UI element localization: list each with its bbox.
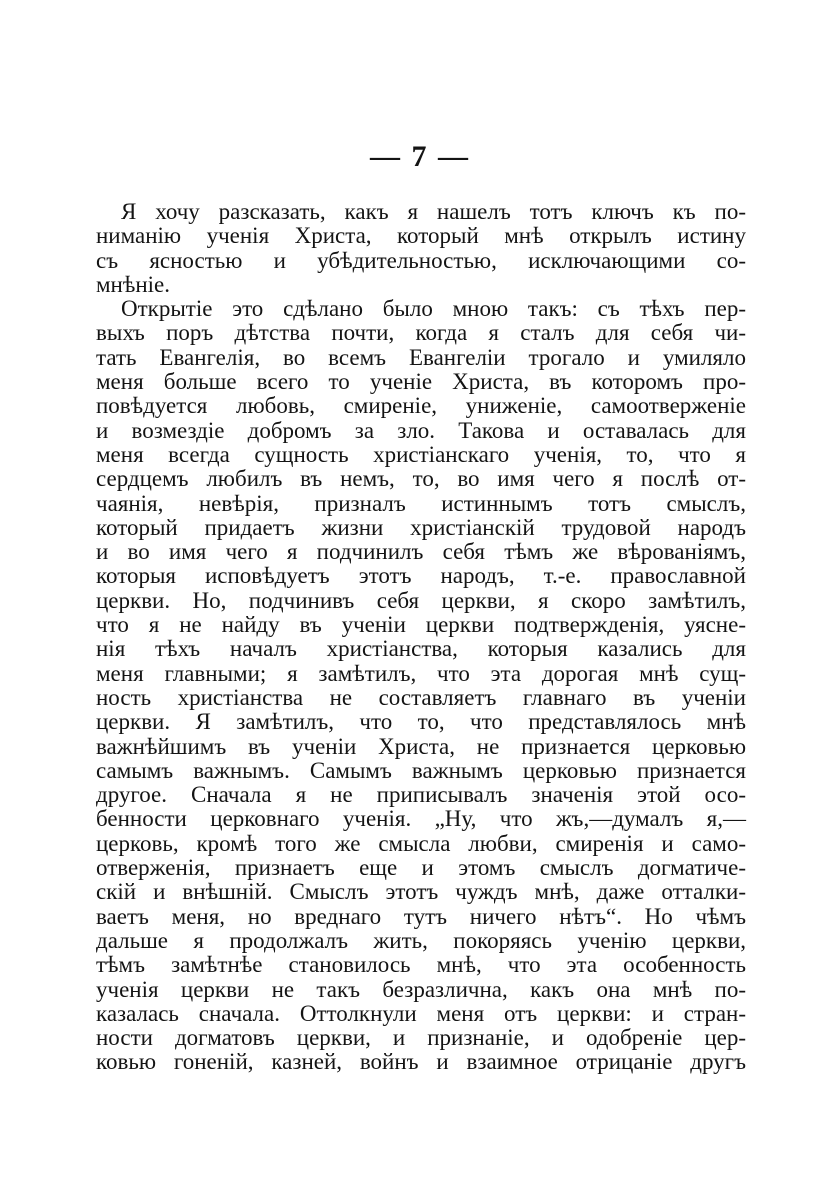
text-line: бенности церковнаго ученія. „Ну, что жъ,—думалъ я,—: [96, 806, 746, 832]
text-line: который придаетъ жизни христіанскій трудовой народъ: [96, 514, 746, 540]
text-line: Я хочу разсказать, какъ я нашелъ тотъ ключъ къ по-: [121, 199, 746, 224]
text-line: ковью гоненій, казней, войнъ и взаимное отрицаніе другъ: [96, 1049, 746, 1075]
text-line: скій и внѣшній. Смыслъ этотъ чуждъ мнѣ, даже отталки-: [96, 879, 746, 905]
text-line: церкви. Я замѣтилъ, что то, что представлялось мнѣ: [96, 709, 746, 735]
text-line: что я не найду въ ученіи церкви подтвержденія, уясне-: [96, 612, 746, 638]
text-line: дальше я продолжалъ жить, покоряясь ученію церкви,: [96, 927, 746, 953]
text-line: отверженія, признаетъ еще и этомъ смыслъ догматиче-: [96, 855, 746, 881]
text-line: самымъ важнымъ. Самымъ важнымъ церковью признается: [96, 757, 746, 783]
text-line: меня главными; я замѣтилъ, что эта дорогая мнѣ сущ-: [96, 660, 746, 686]
text-line: тать Евангелія, во всемъ Евангеліи трогало и умиляло: [96, 344, 746, 370]
text-line: меня всегда сущность христіанскаго ученія, то, что я: [96, 441, 746, 467]
text-line: повѣдуется любовь, смиреніе, униженіе, самоотверженіе: [96, 393, 746, 419]
text-line: выхъ поръ дѣтства почти, когда я сталъ для себя чи-: [96, 320, 746, 346]
text-line: нія тѣхъ началъ христіанства, которыя казались для: [96, 636, 746, 662]
text-line: ность христіанства не составляетъ главнаго въ ученіи: [96, 684, 746, 710]
text-line: и возмездіе добромъ за зло. Такова и оставалась для: [96, 417, 746, 443]
text-line: чаянія, невѣрія, призналъ истиннымъ тотъ смыслъ,: [96, 490, 746, 516]
text-line: меня больше всего то ученіе Христа, въ которомъ про-: [96, 369, 746, 395]
text-line: церковь, кромѣ того же смысла любви, смиренія и само-: [96, 830, 746, 856]
page-number: — 7 —: [370, 140, 470, 173]
text-line: другое. Сначала я не приписывалъ значенія этой осо-: [96, 782, 746, 808]
text-line: Открытіе это сдѣлано было мною такъ: съ тѣхъ пер-: [121, 296, 746, 322]
text-line: ваетъ меня, но вреднаго тутъ ничего нѣтъ“. Но чѣмъ: [96, 903, 746, 929]
text-line: ности догматовъ церкви, и признаніе, и одобреніе цер-: [96, 1025, 746, 1051]
text-line: и во имя чего я подчинилъ себя тѣмъ же вѣрованіямъ,: [96, 539, 746, 565]
text-line: тѣмъ замѣтнѣе становилось мнѣ, что эта особенность: [96, 952, 746, 978]
text-line: ученія церкви не такъ безразлична, какъ она мнѣ по-: [96, 976, 746, 1002]
text-line: сердцемъ любилъ въ немъ, то, во имя чего я послѣ от-: [96, 466, 746, 492]
text-line: казалась сначала. Оттолкнули меня отъ церкви: и стран-: [96, 1000, 746, 1026]
body-text: [96, 200, 746, 1075]
text-line: важнѣйшимъ въ ученіи Христа, не признается церковью: [96, 733, 746, 759]
text-line: ниманію ученія Христа, который мнѣ открылъ истину: [96, 223, 746, 249]
text-line: съ ясностью и убѣдительностью, исключающими со-: [96, 247, 746, 273]
text-line: мнѣніе.: [96, 271, 171, 297]
text-line: которыя исповѣдуетъ этотъ народъ, т.-е. православной: [96, 563, 746, 589]
text-line: церкви. Но, подчинивъ себя церкви, я скоро замѣтилъ,: [96, 587, 746, 613]
